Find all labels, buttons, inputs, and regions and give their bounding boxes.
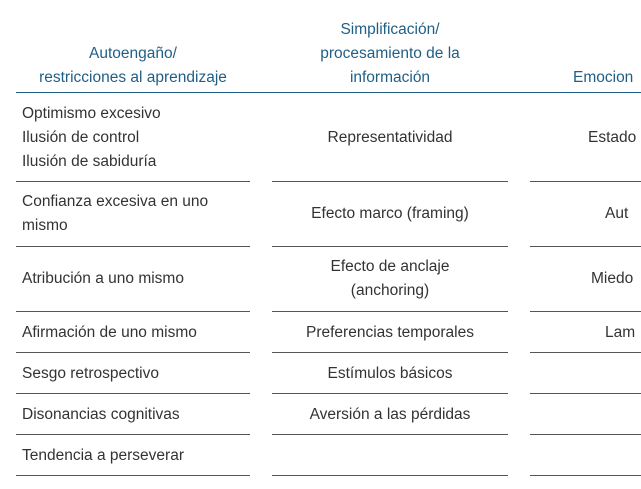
row-divider: [16, 475, 250, 476]
cell-line: Estímulos básicos: [327, 365, 453, 382]
cell-line: Lam: [605, 324, 636, 341]
row-divider: [272, 393, 508, 394]
table-cell: [22, 441, 248, 471]
table-cell: [272, 100, 508, 176]
cell-line: Representatividad: [327, 129, 453, 146]
table-cell: [22, 359, 248, 389]
cell-line: Estado: [588, 129, 637, 146]
cell-line: Optimismo excesivo: [22, 105, 161, 122]
table-cell: [22, 318, 248, 348]
row-divider: [16, 311, 250, 312]
cell-line: Preferencias temporales: [306, 324, 474, 341]
row-divider: [272, 181, 508, 182]
row-divider: [272, 475, 508, 476]
table-cell: [22, 253, 248, 305]
table-cell: [272, 253, 508, 305]
table-cell: [272, 318, 508, 348]
table-cell: [22, 400, 248, 430]
row-divider: [16, 434, 250, 435]
cell-line: (anchoring): [350, 282, 430, 299]
cell-line: Ilusión de sabiduría: [22, 153, 157, 170]
column-header-simplificacion: [272, 12, 508, 90]
table-cell: [530, 253, 641, 305]
row-divider: [530, 311, 641, 312]
row-divider: [530, 393, 641, 394]
header-line: procesamiento de la: [320, 45, 460, 62]
column-header-emociones: [530, 12, 641, 90]
row-divider: [530, 352, 641, 353]
cell-line: Atribución a uno mismo: [22, 270, 184, 287]
row-divider: [16, 393, 250, 394]
header-line: restricciones al aprendizaje: [39, 69, 227, 86]
column-header-autoengano: [16, 12, 250, 90]
table-cell: [272, 359, 508, 389]
header-line: Emocion: [573, 69, 634, 86]
cell-line: Disonancias cognitivas: [22, 406, 180, 423]
header-line: Autoengaño/: [89, 45, 177, 62]
row-divider: [272, 434, 508, 435]
cell-line: Afirmación de uno mismo: [22, 324, 197, 341]
row-divider: [530, 475, 641, 476]
cell-line: mismo: [22, 217, 68, 234]
cell-line: Efecto marco (framing): [311, 205, 469, 222]
cell-line: Sesgo retrospectivo: [22, 365, 159, 382]
cell-line: Aut: [605, 205, 629, 222]
row-divider: [272, 246, 508, 247]
header-rule: [16, 92, 641, 93]
table-cell: [22, 100, 248, 176]
cell-line: Miedo: [591, 270, 634, 287]
cell-line: Tendencia a perseverar: [22, 447, 184, 464]
table-cell: [272, 400, 508, 430]
table-cell: [530, 188, 641, 240]
cell-line: Confianza excesiva en uno: [22, 193, 209, 210]
row-divider: [530, 434, 641, 435]
header-line: Simplificación/: [340, 21, 440, 38]
row-divider: [16, 181, 250, 182]
row-divider: [530, 181, 641, 182]
table-cell: [530, 100, 641, 176]
row-divider: [16, 352, 250, 353]
row-divider: [272, 311, 508, 312]
cell-line: Efecto de anclaje: [330, 258, 450, 275]
cell-line: Aversión a las pérdidas: [309, 406, 471, 423]
table-cell: [272, 188, 508, 240]
row-divider: [530, 246, 641, 247]
row-divider: [16, 246, 250, 247]
table-cell: [22, 188, 248, 240]
cell-line: Ilusión de control: [22, 129, 140, 146]
row-divider: [272, 352, 508, 353]
table-cell: [530, 318, 641, 348]
header-line: información: [349, 69, 431, 86]
